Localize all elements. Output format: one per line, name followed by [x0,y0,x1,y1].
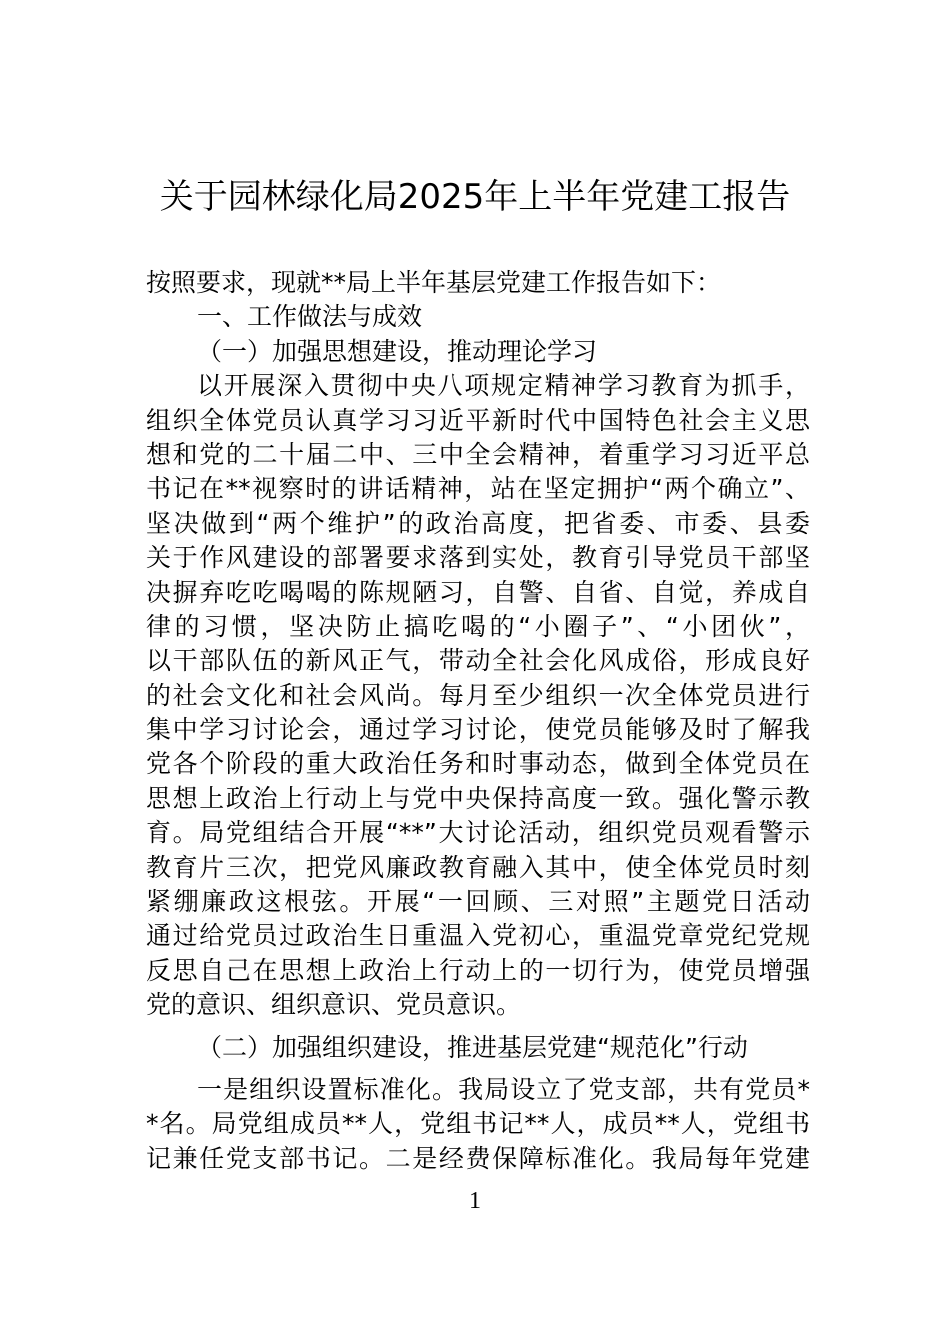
paragraph-line: 通过给党员过政治生日重温入党初心，重温党章党纪党规 [146,921,810,951]
document-title: 关于园林绿化局2025年上半年党建工报告 [159,177,791,217]
section-heading: 一、工作做法与成效 [197,302,423,332]
paragraph-line: 教育片三次，把党风廉政教育融入其中，使全体党员时刻 [146,852,810,882]
paragraph-2 [146,1073,810,1176]
paragraph-line: 律的习惯，坚决防止搞吃喝的“小圈子”、“小团伙”， [146,611,810,641]
paragraph-line: 记兼任党支部书记。二是经费保障标准化。我局每年党建 [146,1143,810,1173]
paragraph-line: 以开展深入贯彻中央八项规定精神学习教育为抓手， [197,371,810,401]
subsection-heading: （二）加强组织建设，推进基层党建“规范化”行动 [197,1032,748,1062]
document-body [146,266,810,1176]
page-number: 1 [469,1188,481,1214]
paragraph-line: 思想上政治上行动上与党中央保持高度一致。强化警示教 [146,783,810,813]
paragraph-line: 组织全体党员认真学习习近平新时代中国特色社会主义思 [146,405,810,435]
paragraph-line: 坚决做到“两个维护”的政治高度，把省委、市委、县委 [146,508,810,538]
paragraph-line: 紧绷廉政这根弦。开展“一回顾、三对照”主题党日活动 [146,887,810,917]
paragraph-1 [146,369,810,1022]
paragraph-line: 想和党的二十届二中、三中全会精神，着重学习习近平总 [146,439,810,469]
paragraph-line: *名。局党组成员**人，党组书记**人，成员**人，党组书 [146,1109,810,1139]
paragraph-line: 书记在**视察时的讲话精神，站在坚定拥护“两个确立”、 [146,474,810,504]
paragraph-line: 党的意识、组织意识、党员意识。 [146,990,522,1020]
paragraph-line: 关于作风建设的部署要求落到实处，教育引导党员干部坚 [146,543,810,573]
paragraph-line: 以干部队伍的新风正气，带动全社会化风成俗，形成良好 [146,646,810,676]
subsection-heading: （一）加强思想建设，推动理论学习 [197,336,598,366]
paragraph-line: 一是组织设置标准化。我局设立了党支部，共有党员* [197,1074,810,1104]
paragraph-line: 育。局党组结合开展“**”大讨论活动，组织党员观看警示 [146,818,810,848]
paragraph-line: 党各个阶段的重大政治任务和时事动态，做到全体党员在 [146,749,810,779]
intro-paragraph: 按照要求，现就**局上半年基层党建工作报告如下： [146,268,722,297]
paragraph-line: 集中学习讨论会，通过学习讨论，使党员能够及时了解我 [146,715,810,745]
paragraph-line: 决摒弃吃吃喝喝的陈规陋习，自警、自省、自觉，养成自 [146,577,810,607]
paragraph-line: 反思自己在思想上政治上行动上的一切行为，使党员增强 [146,955,810,985]
paragraph-line: 的社会文化和社会风尚。每月至少组织一次全体党员进行 [146,680,810,710]
